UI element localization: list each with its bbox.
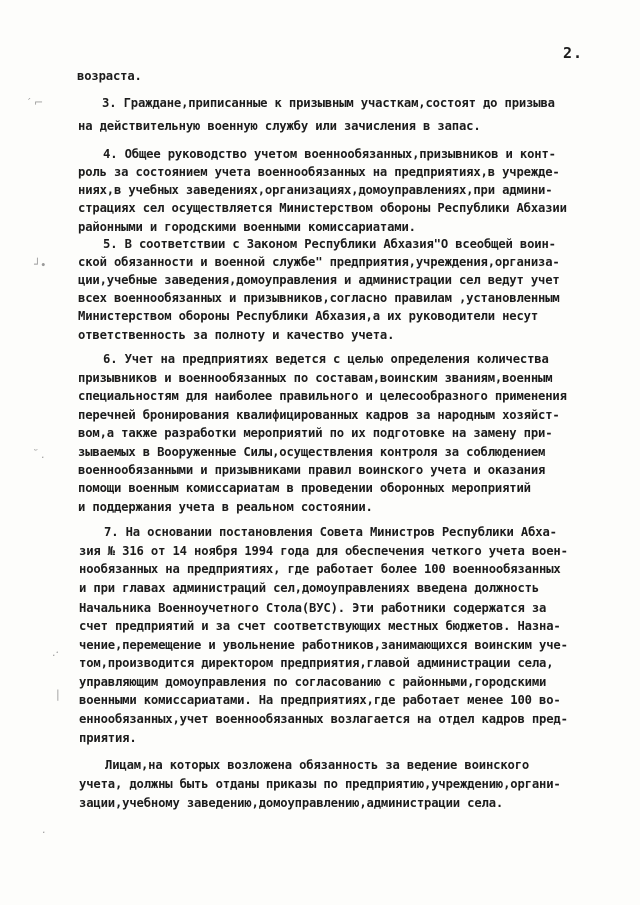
margin-mark: .· bbox=[52, 646, 59, 659]
margin-mark: ┘∙ bbox=[34, 258, 47, 271]
text-line: и поддержания учета в реальном состоянии. bbox=[78, 500, 373, 514]
text-line: 5. В соответствии с Законом Республики Абхазия"О всеобщей воин- bbox=[103, 237, 556, 251]
margin-mark: ′ ⌐ bbox=[28, 96, 44, 109]
text-line: ской обязанности и военной службе" предприятия,учреждения,организа- bbox=[78, 255, 560, 269]
text-line: военнообязанными и призывниками правил воинского учета и оказания bbox=[78, 463, 546, 477]
text-line: возраста. bbox=[77, 69, 142, 83]
text-line: Лицам,на которых возложена обязанность за ведение воинского bbox=[105, 758, 530, 772]
text-line: зации,учебному заведению,домоуправлению,администрации села. bbox=[79, 796, 504, 810]
margin-mark: ˘ . bbox=[32, 448, 45, 461]
text-line: специальностям для наиболее правильного и целесообразного применения bbox=[78, 389, 567, 403]
text-line: вом,а также разработки мероприятий по их подготовке на замену при- bbox=[78, 426, 553, 440]
text-line: зываемых в Вооруженные Силы,осуществления контроля за соблюдением bbox=[78, 445, 546, 459]
text-line: счет предприятий и за счет соответствующих местных бюджетов. Назна- bbox=[79, 619, 561, 633]
text-line: чение,перемещение и увольнение работников,занимающихся воинским уче- bbox=[79, 638, 568, 652]
text-line: помощи военным комиссариатам в проведении оборонных мероприятий bbox=[78, 481, 531, 495]
text-line: на действительную военную службу или зачисления в запас. bbox=[78, 119, 481, 133]
text-line: учета, должны быть отданы приказы по предприятию,учреждению,органи- bbox=[79, 777, 561, 791]
text-line: 6. Учет на предприятиях ведется с целью определения количества bbox=[103, 352, 549, 366]
text-line: том,производится директором предприятия,главой администрации села, bbox=[79, 656, 554, 670]
text-line: нообязанных на предприятиях, где работает более 100 военнообязанных bbox=[79, 562, 561, 576]
text-line: ответственность за полноту и качество учета. bbox=[78, 328, 395, 342]
page-number: 2. bbox=[563, 44, 584, 62]
text-line: 7. На основании постановления Совета Министров Республики Абха- bbox=[104, 525, 557, 539]
text-line: призывников и военнообязанных по составам,воинским званиям,военным bbox=[78, 371, 553, 385]
text-line: районными и городскими военными комиссариатами. bbox=[78, 220, 416, 234]
text-line: и при главах администраций сел,домоуправлениях введена должность bbox=[79, 581, 539, 595]
text-line: Начальника Военноучетного Стола(ВУС). Эти работники содержатся за bbox=[79, 601, 547, 615]
margin-mark: | bbox=[56, 688, 60, 701]
text-line: ции,учебные заведения,домоуправления и администрации сел ведут учет bbox=[78, 273, 560, 287]
text-line: роль за состоянием учета военнообязанных на предприятиях,в учрежде- bbox=[78, 165, 560, 179]
margin-mark: · bbox=[42, 826, 46, 839]
text-line: зия № 316 от 14 ноября 1994 года для обеспечения четкого учета воен- bbox=[79, 544, 568, 558]
text-line: 3. Граждане,приписанные к призывным участкам,состоят до призыва bbox=[102, 96, 555, 110]
text-line: военными комиссариатами. На предприятиях,где работает менее 100 во- bbox=[79, 693, 561, 707]
text-line: всех военнообязанных и призывников,согласно правилам ,установленным bbox=[78, 291, 560, 305]
text-line: управляющим домоуправления по согласованию с районными,городскими bbox=[79, 675, 547, 689]
text-line: Министерством обороны Республики Абхазия,а их руководители несут bbox=[78, 309, 538, 323]
text-line: страциях сел осуществляется Министерством обороны Республики Абхазии bbox=[78, 201, 567, 215]
text-line: перечней бронирования квалифицированных кадров за народным хозяйст- bbox=[78, 408, 560, 422]
text-line: ниях,в учебных заведениях,организациях,домоуправлениях,при админи- bbox=[78, 183, 553, 197]
text-line: еннообязанных,учет военнообязанных возлагается на отдел кадров пред- bbox=[79, 712, 568, 726]
text-line: приятия. bbox=[79, 731, 137, 745]
text-line: 4. Общее руководство учетом военнообязанных,призывников и конт- bbox=[103, 147, 556, 161]
